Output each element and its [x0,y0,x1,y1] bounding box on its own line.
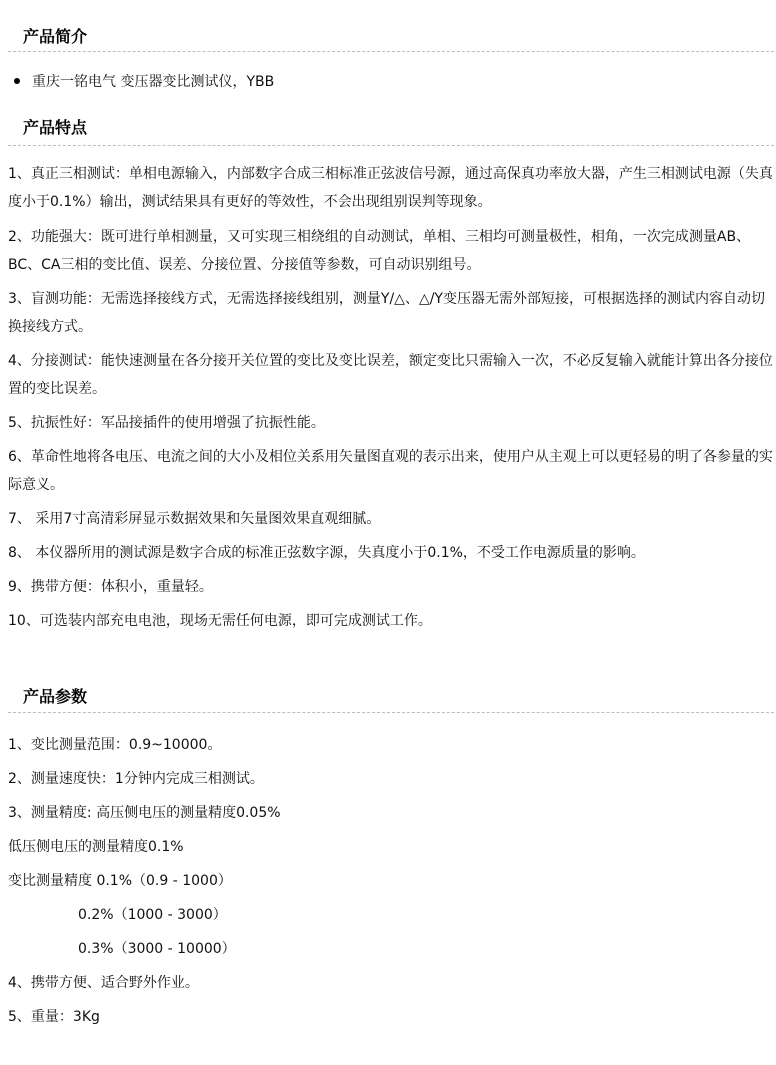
param-line: 1、变比测量范围：0.9~10000。 [8,737,222,753]
feature-item-6: 6、革命性地将各电压、电流之间的大小及相位关系用矢量图直观的表示出来，使用户从主观上可以更轻易的明了各参量的实际意义。 [8,449,773,493]
feature-item-9: 9、携带方便：体积小，重量轻。 [8,579,213,595]
feature-item-1: 1、真正三相测试：单相电源输入，内部数字合成三相标准正弦波信号源，通过高保真功率放大器，产生三相测试电源（失真度小于0.1%）输出，测试结果具有更好的等效性，不会出现组别误判等现象。 [8,166,773,210]
feature-item-8: 8、 本仪器所用的测试源是数字合成的标准正弦数字源，失真度小于0.1%，不受工作电源质量的影响。 [8,545,645,561]
feature-item-7: 7、 采用7寸高清彩屏显示数据效果和矢量图效果直观细腻。 [8,511,381,527]
section-title-features: 产品特点 [23,118,88,137]
section-title-params: 产品参数 [23,687,88,706]
param-line: 变比测量精度 0.1%（0.9 - 1000） [8,873,232,889]
section-divider [8,145,774,146]
param-line: 低压侧电压的测量精度0.1% [8,839,184,855]
list-item [14,71,274,93]
param-line: 2、测量速度快：1分钟内完成三相测试。 [8,771,264,787]
feature-item-5: 5、抗振性好：军品接插件的使用增强了抗振性能。 [8,415,325,431]
feature-item-10: 10、可选装内部充电电池，现场无需任何电源，即可完成测试工作。 [8,613,432,629]
param-line: 0.2%（1000 - 3000） [78,907,227,923]
feature-item-4: 4、分接测试：能快速测量在各分接开关位置的变比及变比误差，额定变比只需输入一次，不必反复输入就能计算出各分接位置的变比误差。 [8,353,773,397]
param-line: 3、测量精度: 高压侧电压的测量精度0.05% [8,805,281,821]
intro-text: 重庆一铭电气 变压器变比测试仪，YBB [32,74,275,90]
param-line: 0.3%（3000 - 10000） [78,941,236,957]
feature-item-3: 3、盲测功能：无需选择接线方式，无需选择接线组别，测量Y/△、△/Y变压器无需外部短接，可根据选择的测试内容自动切换接线方式。 [8,291,765,335]
feature-item-2: 2、功能强大：既可进行单相测量，又可实现三相绕组的自动测试，单相、三相均可测量极性，相角，一次完成测量AB、BC、CA三相的变比值、误差、分接位置、分接值等参数，可自动识别组号。 [8,229,751,273]
param-line: 4、携带方便、适合野外作业。 [8,975,199,991]
section-title-intro: 产品简介 [23,27,88,46]
section-divider [8,712,774,713]
param-line: 5、重量：3Kg [8,1009,100,1025]
bullet-icon [14,78,20,84]
section-divider [8,51,774,52]
